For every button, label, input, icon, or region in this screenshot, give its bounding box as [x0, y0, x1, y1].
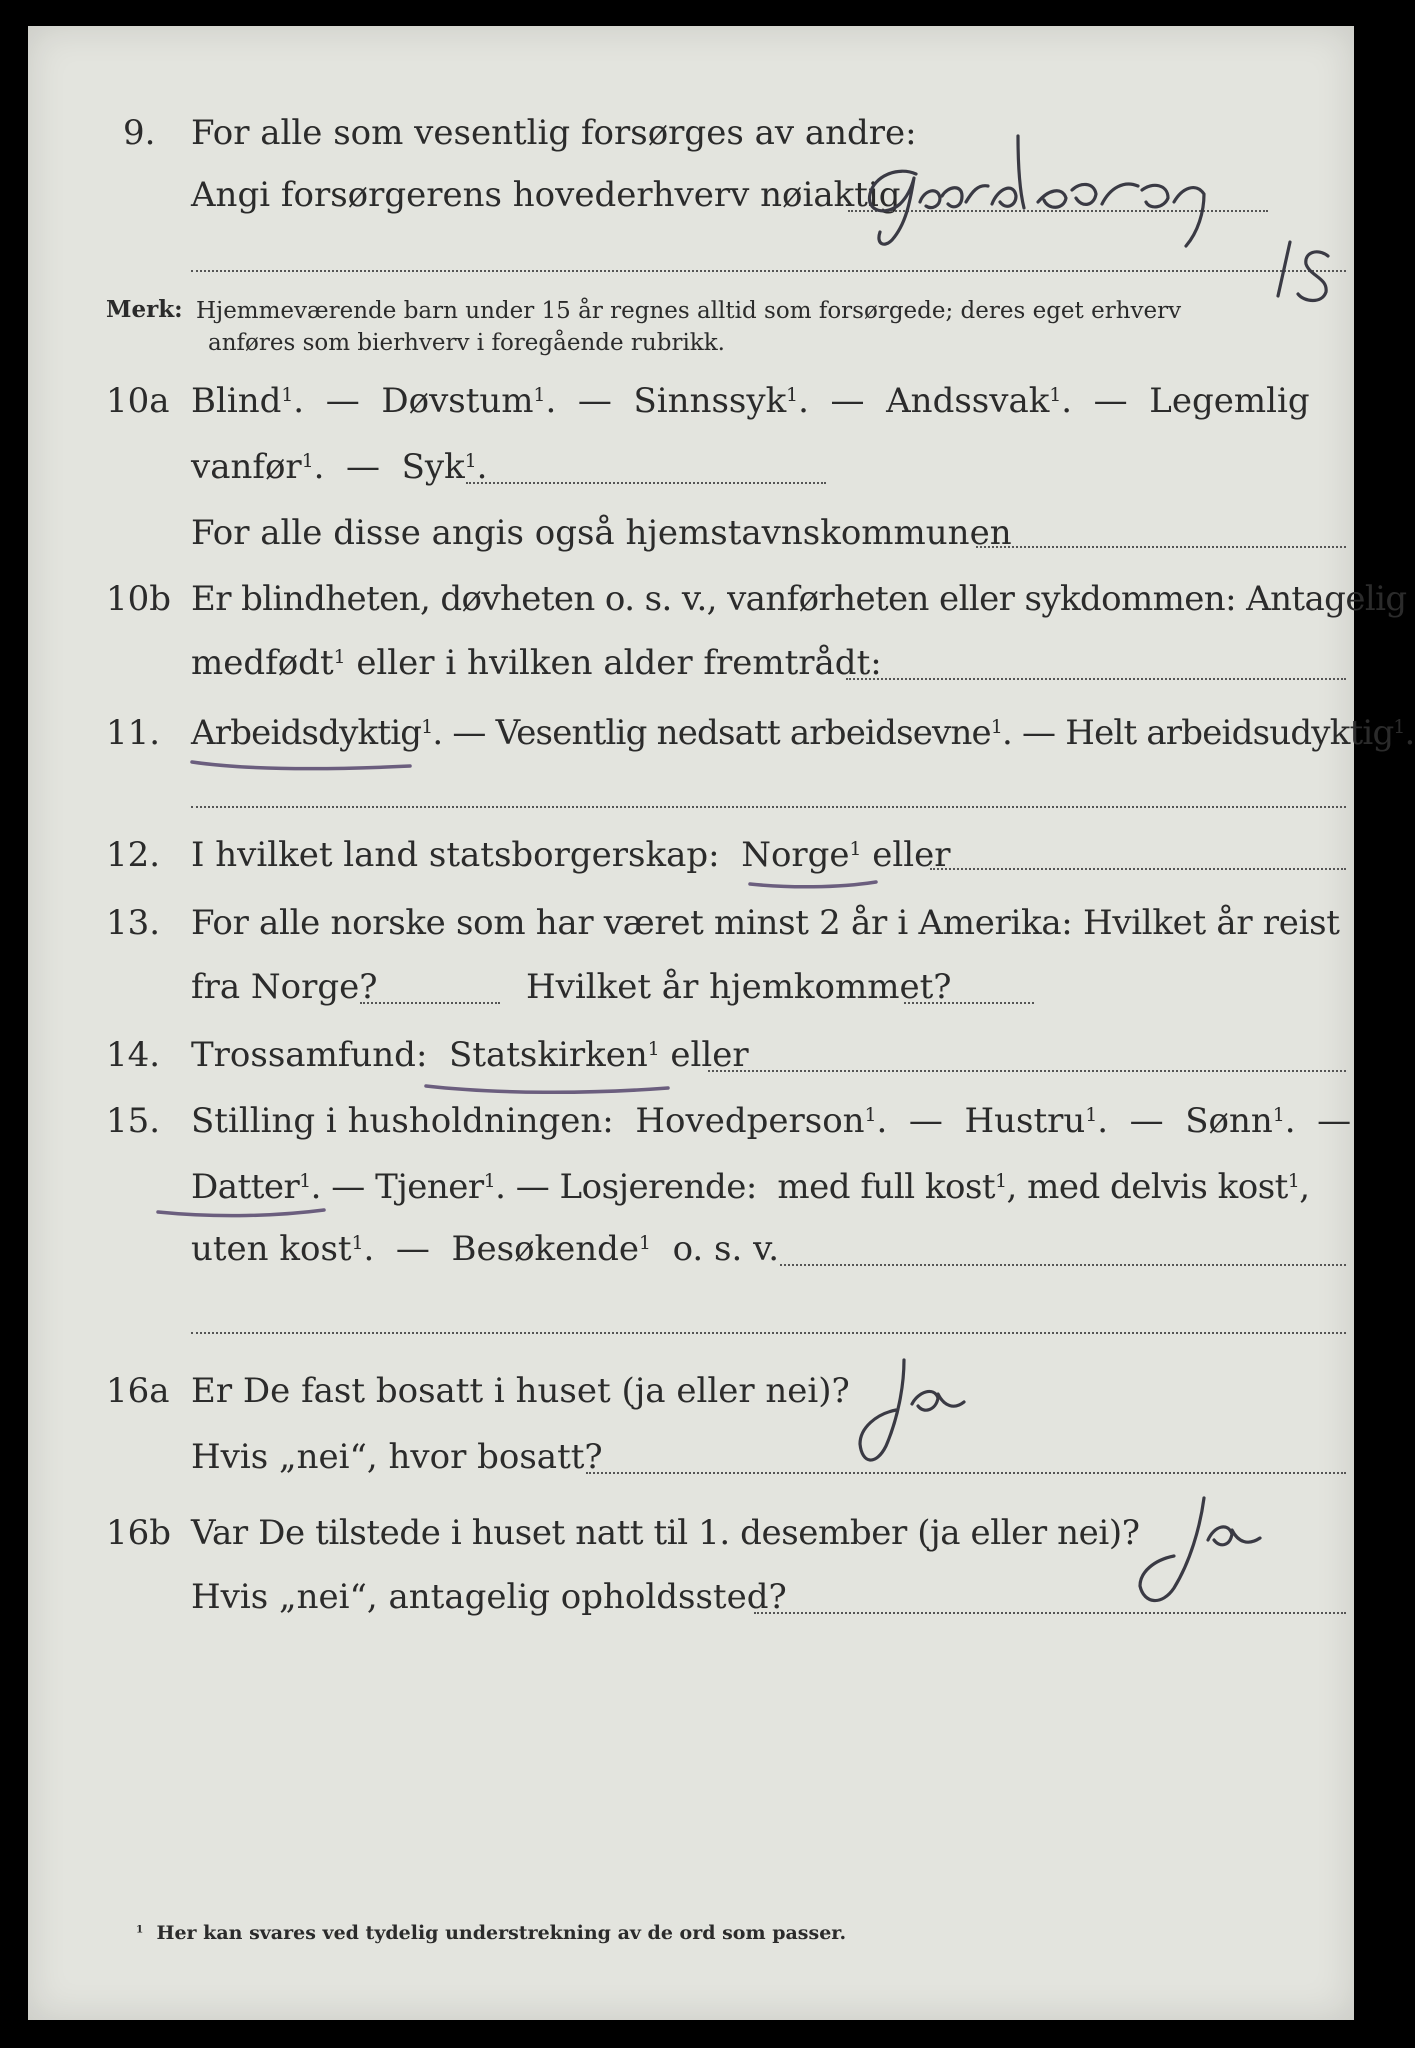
- opt-syk: Syk: [401, 447, 465, 487]
- merk-line1: Hjemmeværende barn under 15 år regnes alltid som forsørgede; deres eget erhverv: [196, 298, 1182, 324]
- opt-hustru: Hustru: [964, 1101, 1086, 1141]
- q13-line2b: Hvilket år hjemkommet?: [526, 967, 952, 1007]
- q10b-line2: medfødt$^1$ eller i hvilken alder fremtrådt:: [191, 643, 882, 683]
- q10a-number: 10a: [106, 381, 170, 421]
- opt-andssvak: Andssvak: [886, 381, 1050, 421]
- opt-legemlig: Legemlig: [1149, 381, 1310, 421]
- opt-tjener: Tjener: [375, 1167, 484, 1207]
- q16b-handwritten-answer: [1140, 1498, 1260, 1601]
- q16a-handwritten-answer: [860, 1360, 964, 1460]
- q10b-number: 10b: [106, 579, 172, 619]
- opt-nedsatt: Vesentlig nedsatt arbeidsevne: [495, 713, 991, 753]
- q16b-number: 16b: [106, 1513, 172, 1553]
- underline-statskirken: [426, 1086, 668, 1092]
- pencil-mark-s: [1298, 252, 1328, 301]
- q12-line1: I hvilket land statsborgerskap: Norge$^1$ eller: [191, 835, 951, 875]
- q9-line1: For alle som vesentlig forsørges av andre:: [191, 113, 917, 153]
- q15-line2: Datter$^1$. — Tjener$^1$. — Losjerende: med full kost$^1$, med delvis kost$^1$,: [191, 1167, 1310, 1207]
- pencil-mark-stroke: [1278, 242, 1290, 296]
- opt-full-kost: med full kost: [777, 1167, 996, 1207]
- q11-number: 11.: [106, 713, 161, 753]
- q14-line1: Trossamfund: Statskirken$^1$ eller: [191, 1035, 749, 1075]
- q11-line1: Arbeidsdyktig$^1$. — Vesentlig nedsatt arbeidsevne$^1$. — Helt arbeidsudyktig$^1$.: [191, 713, 1415, 753]
- footnote-mark: 1: [136, 1923, 144, 1936]
- opt-medfodt: medfødt: [191, 643, 334, 683]
- q10a-line2: vanfør$^1$. — Syk$^1$.: [191, 447, 488, 487]
- q9-handwritten-answer: [869, 136, 1204, 246]
- underline-arbeidsdyktig: [192, 762, 410, 769]
- opt-sonn: Sønn: [1185, 1101, 1273, 1141]
- footnote-text: Her kan svares ved tydelig understrekning av de ord som passer.: [156, 1922, 847, 1944]
- opt-besokende: Besøkende: [451, 1229, 640, 1269]
- q10b-line1: Er blindheten, døvheten o. s. v., vanførheten eller sykdommen: Antagelig: [191, 579, 1407, 619]
- opt-delvis-kost: med delvis kost: [1027, 1167, 1288, 1207]
- opt-udyktig: Helt arbeidsudyktig: [1065, 713, 1394, 753]
- opt-blind: Blind: [191, 381, 282, 421]
- q16a-line1: Er De fast bosatt i huset (ja eller nei)?: [191, 1371, 850, 1411]
- q15-number: 15.: [106, 1101, 161, 1141]
- handwriting-layer: [28, 26, 1354, 2020]
- q16b-line1: Var De tilstede i huset natt til 1. desember (ja eller nei)?: [191, 1513, 1140, 1553]
- opt-dovstum: Døvstum: [381, 381, 534, 421]
- opt-hovedperson: Hovedperson: [635, 1101, 865, 1141]
- opt-datter: Datter: [191, 1167, 300, 1207]
- opt-statskirken: Statskirken: [449, 1035, 648, 1075]
- q9-number: 9.: [123, 113, 156, 153]
- q13-line1: For alle norske som har været minst 2 år i Amerika: Hvilket år reist: [191, 903, 1340, 943]
- q12-number: 12.: [106, 835, 161, 875]
- q15-line3: uten kost$^1$. — Besøkende$^1$ o. s. v.: [191, 1229, 780, 1269]
- merk-line2: anføres som bierhverv i foregående rubrikk.: [208, 330, 725, 356]
- opt-norge: Norge: [741, 835, 850, 875]
- q13-number: 13.: [106, 903, 161, 943]
- paper-sheet: [28, 26, 1415, 2020]
- underline-datter: [158, 1210, 324, 1216]
- q15-line1: Stilling i husholdningen: Hovedperson$^1$. — Hustru$^1$. — Sønn$^1$. —: [191, 1101, 1352, 1141]
- underline-norge: [750, 882, 876, 887]
- opt-uten-kost: uten kost: [191, 1229, 352, 1269]
- q10a-line3: For alle disse angis også hjemstavnskommunen: [191, 513, 1012, 553]
- q14-number: 14.: [106, 1035, 161, 1075]
- merk-label: Merk:: [106, 296, 183, 323]
- opt-arbeidsdyktig: Arbeidsdyktig: [191, 713, 422, 753]
- opt-vanfor: vanfør: [191, 447, 302, 487]
- q16a-line2: Hvis „nei“, hvor bosatt?: [191, 1437, 603, 1477]
- q13-line2a: fra Norge?: [191, 967, 378, 1007]
- q16b-line2: Hvis „nei“, antagelig opholdssted?: [191, 1577, 787, 1617]
- opt-sinnssyk: Sinnssyk: [633, 381, 787, 421]
- q10a-line1: Blind$^1$. — Døvstum$^1$. — Sinnssyk$^1$. — Andssvak$^1$. — Legemlig: [191, 381, 1310, 421]
- q16a-number: 16a: [106, 1371, 170, 1411]
- q9-line2: Angi forsørgerens hovederhverv nøiaktig: [191, 175, 901, 215]
